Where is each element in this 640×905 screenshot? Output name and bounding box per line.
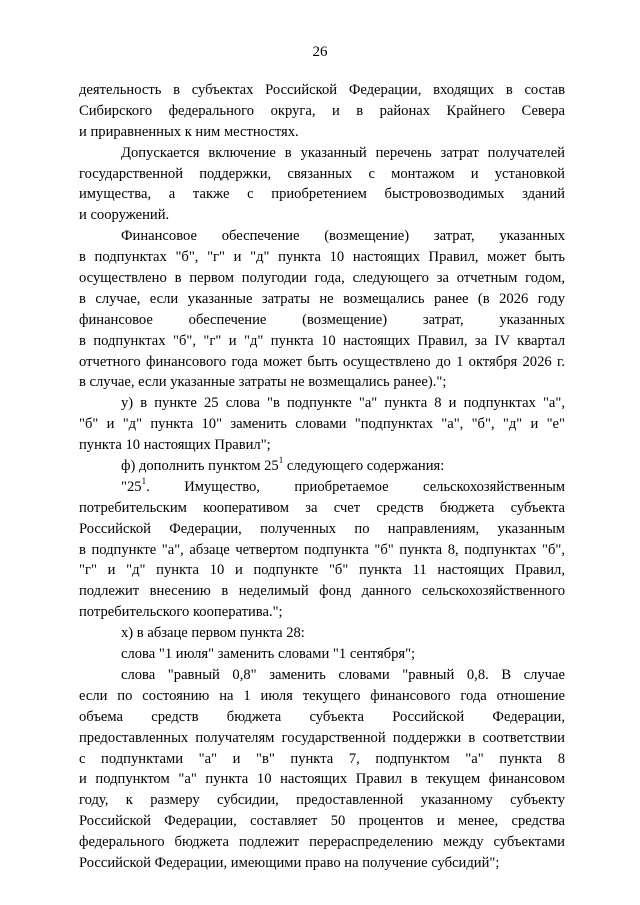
text-fragment: . Имущество, приобретаемое сельскохозяйственным	[146, 478, 565, 495]
superscript: 1	[278, 455, 284, 466]
text-line: Российской Федерации, полученных по направлениям, указанным	[79, 520, 565, 537]
text-line: государственной поддержки, связанных с монтажом и установкой	[79, 165, 565, 182]
text-line: имущества, а также с приобретением быстровозводимых зданий	[79, 186, 565, 203]
paragraph-first-line	[79, 477, 565, 498]
text-fragment: "25	[121, 478, 142, 495]
text-line: потребительским кооперативом за счет средств бюджета субъекта	[79, 499, 565, 516]
text-line: объема средств бюджета субъекта Российской Федерации,	[79, 708, 565, 725]
text-line: в подпункте "а", абзаце четвертом подпункта "б" пункта 8, подпунктах "б",	[79, 541, 565, 558]
paragraph-first-line: Допускается включение в указанный перечень затрат получателей	[121, 144, 565, 161]
page-number: 26	[312, 44, 328, 60]
text-line: Российской Федерации, составляет 50 процентов и менее, средства	[79, 813, 565, 830]
text-line: в случае, если указанные затраты не возмещались ранее).";	[79, 374, 447, 391]
text-line: и приравненных к ним местностях.	[79, 123, 299, 140]
text-line: в случае, если указанные затраты не возмещались ранее (в 2026 году	[79, 290, 565, 307]
paragraph-first-line	[79, 456, 565, 477]
text-line: с подпунктами "а" и "в" пункта 7, подпунктом "а" пункта 8	[79, 750, 565, 767]
text-line: году, к размеру субсидии, предоставленной указанному субъекту	[79, 792, 565, 809]
text-line: Российской Федерации, имеющими право на получение субсидий";	[79, 854, 500, 871]
text-line: деятельность в субъектах Российской Федерации, входящих в состав	[79, 82, 565, 98]
text-line: финансовое обеспечение (возмещение) затрат, указанных	[79, 311, 565, 328]
text-line: федерального бюджета подлежит перераспределению между субъектами	[79, 834, 565, 851]
document-body	[79, 80, 565, 874]
text-line: отчетного финансового года может быть осуществлено до 1 октября 2026 г.	[79, 353, 565, 370]
text-line: если по состоянию на 1 июля текущего финансового года отношение	[79, 687, 565, 704]
text-line: в подпунктах "б", "г" и "д" пункта 10 настоящих Правил, за IV квартал	[79, 332, 565, 349]
text-line: "г" и "д" пункта 10 и подпункте "б" пункта 11 настоящих Правил,	[79, 562, 565, 579]
text-line: и сооружений.	[79, 207, 170, 224]
paragraph-first-line: слова "1 июля" заменить словами "1 сентября";	[121, 646, 416, 663]
paragraph-first-line: х) в абзаце первом пункта 28:	[121, 625, 305, 642]
paragraph-first-line: Финансовое обеспечение (возмещение) затрат, указанных	[121, 228, 565, 245]
text-fragment: ф) дополнить пунктом 25	[121, 458, 279, 475]
paragraph-first-line: у) в пункте 25 слова "в подпункте "а" пункта 8 и подпунктах "а",	[121, 395, 565, 412]
text-line: Сибирского федерального округа, и в районах Крайнего Севера	[79, 102, 565, 119]
paragraph-first-line: слова "равный 0,8" заменить словами "равный 0,8. В случае	[121, 666, 565, 683]
text-line: пункта 10 настоящих Правил";	[79, 437, 271, 454]
text-line: предоставленных получателям государственной поддержки в соответствии	[79, 729, 565, 746]
text-line: подлежит внесению в неделимый фонд данного сельскохозяйственного	[79, 583, 565, 600]
text-fragment: следующего содержания:	[286, 458, 445, 475]
text-line: и подпунктом "а" пункта 10 настоящих Правил в текущем финансовом	[79, 771, 565, 788]
superscript: 1	[141, 476, 147, 487]
text-line: "б" и "д" пункта 10" заменить словами "подпунктах "а", "б", "д" и "е"	[79, 416, 565, 433]
text-line: осуществлено в первом полугодии года, следующего за отчетным годом,	[79, 270, 565, 287]
text-line: потребительского кооператива.";	[79, 604, 283, 621]
text-line: в подпунктах "б", "г" и "д" пункта 10 настоящих Правил, может быть	[79, 249, 565, 266]
